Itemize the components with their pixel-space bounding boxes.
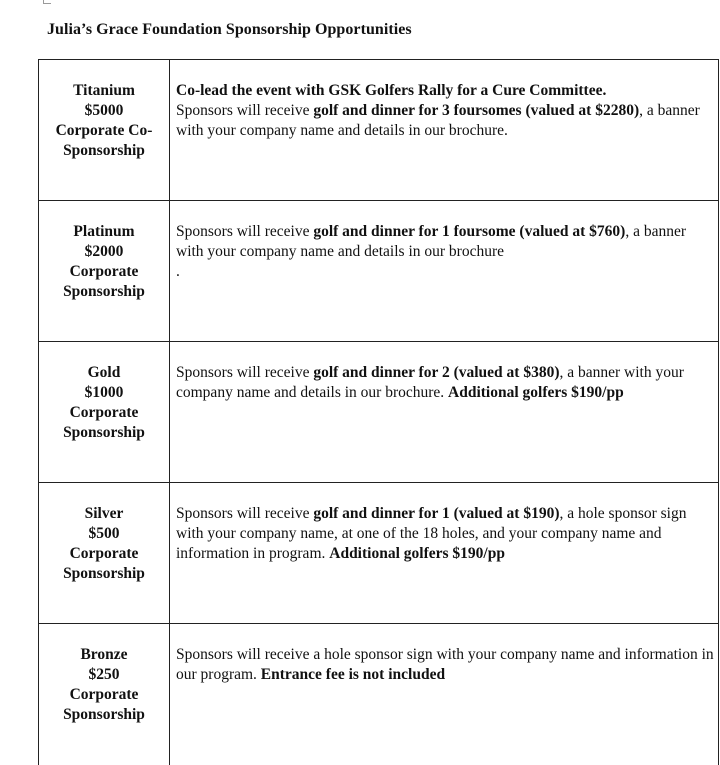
description-highlight: golf and dinner for 3 foursomes (valued at $2280) xyxy=(313,102,639,119)
tier-description xyxy=(170,201,719,342)
tier-type: Corporate xyxy=(39,685,169,705)
tier-amount: $5000 xyxy=(39,101,169,121)
description-text: , a hole sponsor sign with your company name, at one of the 18 holes, and your company name and information in program. xyxy=(176,505,687,562)
description-highlight: golf and dinner for 1 (valued at $190) xyxy=(313,505,559,522)
description-text: Sponsors will receive xyxy=(176,102,313,119)
tier-cell xyxy=(39,483,170,624)
description-text: , a banner with your company name and details in our brochure. xyxy=(176,364,684,401)
tier-type: Sponsorship xyxy=(39,705,169,725)
description-text: , a banner with your company name and details in our brochure xyxy=(176,223,686,260)
tier-cell xyxy=(39,624,170,765)
description-highlight: Additional golfers $190/pp xyxy=(329,545,505,562)
tier-type: Corporate xyxy=(39,544,169,564)
tier-type: Corporate Co- xyxy=(39,121,169,141)
tier-amount: $500 xyxy=(39,524,169,544)
tier-description xyxy=(170,60,719,201)
description-highlight: Additional golfers $190/pp xyxy=(448,384,624,401)
tier-type: Sponsorship xyxy=(39,564,169,584)
description-text: , a banner with your company name and details in our brochure. xyxy=(176,102,700,139)
tier-type: Sponsorship xyxy=(39,423,169,443)
table-row xyxy=(39,624,719,765)
document-title: Julia’s Grace Foundation Sponsorship Opportunities xyxy=(47,21,412,39)
tier-name: Silver xyxy=(39,504,169,524)
tier-amount: $1000 xyxy=(39,383,169,403)
tier-cell xyxy=(39,60,170,201)
table-row xyxy=(39,483,719,624)
description-text: Sponsors will receive a hole sponsor sign with your company name and information in our program. xyxy=(176,646,714,683)
tier-name: Platinum xyxy=(39,222,169,242)
tier-name: Bronze xyxy=(39,645,169,665)
tier-cell xyxy=(39,342,170,483)
tier-cell xyxy=(39,201,170,342)
tier-name: Titanium xyxy=(39,81,169,101)
description-text: Sponsors will receive xyxy=(176,364,313,381)
tier-type: Corporate xyxy=(39,262,169,282)
tier-description xyxy=(170,483,719,624)
tier-amount: $250 xyxy=(39,665,169,685)
description-text: Sponsors will receive xyxy=(176,223,313,240)
tier-type: Sponsorship xyxy=(39,282,169,302)
table-row xyxy=(39,201,719,342)
sponsorship-table xyxy=(38,59,719,765)
tier-description xyxy=(170,624,719,765)
tier-description xyxy=(170,342,719,483)
description-highlight: Entrance fee is not included xyxy=(261,666,445,683)
table-row xyxy=(39,60,719,201)
description-text: Sponsors will receive xyxy=(176,505,313,522)
tier-type: Corporate xyxy=(39,403,169,423)
description-highlight: golf and dinner for 1 foursome (valued at $760) xyxy=(313,223,625,240)
description-trailing-dot: . xyxy=(176,262,714,282)
tier-amount: $2000 xyxy=(39,242,169,262)
description-highlight: golf and dinner for 2 (valued at $380) xyxy=(313,364,559,381)
tier-type: Sponsorship xyxy=(39,141,169,161)
description-lead: Co-lead the event with GSK Golfers Rally for a Cure Committee. xyxy=(176,81,714,101)
table-row xyxy=(39,342,719,483)
tier-name: Gold xyxy=(39,363,169,383)
page-corner-mark xyxy=(43,0,51,4)
